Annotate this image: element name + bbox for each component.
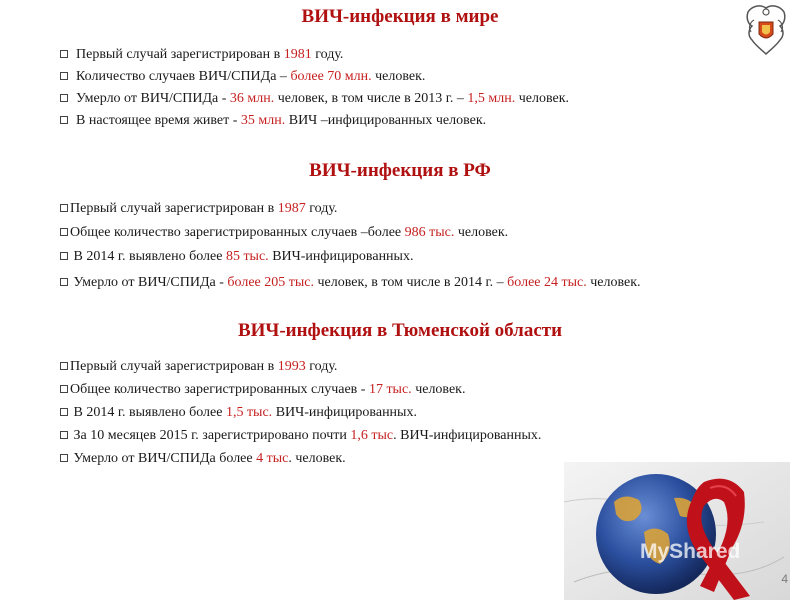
checkbox-bullet-icon: [60, 72, 68, 80]
heading-world: ВИЧ-инфекция в мире: [301, 6, 499, 27]
list-item: В 2014 г. выявлено более 85 тыс. ВИЧ-инфицированных.: [60, 248, 726, 266]
checkbox-bullet-icon: [60, 362, 68, 370]
list-item: Общее количество зарегистрированных случаев –более 986 тыс. человек.: [60, 224, 726, 242]
list-item: Первый случай зарегистрирован в 1987 году.: [60, 200, 726, 218]
checkbox-bullet-icon: [60, 454, 68, 462]
list-item: За 10 месяцев 2015 г. зарегистрировано почти 1,6 тыс. ВИЧ-инфицированных.: [60, 427, 541, 445]
heading-rf: ВИЧ-инфекция в РФ: [309, 160, 491, 181]
checkbox-bullet-icon: [60, 408, 68, 416]
page-number: 4: [781, 572, 788, 586]
list-item: Первый случай зарегистрирован в 1993 году.: [60, 358, 541, 376]
checkbox-bullet-icon: [60, 228, 68, 236]
watermark: MyShared: [640, 540, 741, 563]
checkbox-bullet-icon: [60, 252, 68, 260]
rf-list: [60, 200, 726, 293]
checkbox-bullet-icon: [60, 50, 68, 58]
checkbox-bullet-icon: [60, 385, 68, 393]
list-item: Общее количество зарегистрированных случаев - 17 тыс. человек.: [60, 381, 541, 399]
list-item: Умерло от ВИЧ/СПИДа - более 205 тыс. человек, в том числе в 2014 г. – более 24 тыс. человек.: [60, 272, 726, 293]
list-item: В настоящее время живет - 35 млн. ВИЧ –инфицированных человек.: [60, 112, 569, 130]
list-item: В 2014 г. выявлено более 1,5 тыс. ВИЧ-инфицированных.: [60, 404, 541, 422]
tyumen-list: [60, 358, 541, 468]
world-list: [60, 46, 569, 130]
list-item: Количество случаев ВИЧ/СПИДа – более 70 млн. человек.: [60, 68, 569, 86]
list-item: Умерло от ВИЧ/СПИДа - 36 млн. человек, в том числе в 2013 г. – 1,5 млн. человек.: [60, 90, 569, 108]
list-item: Умерло от ВИЧ/СПИДа более 4 тыс. человек.: [60, 450, 541, 468]
heading-tyumen: ВИЧ-инфекция в Тюменской области: [237, 320, 563, 341]
checkbox-bullet-icon: [60, 431, 68, 439]
checkbox-bullet-icon: [60, 278, 68, 286]
checkbox-bullet-icon: [60, 116, 68, 124]
list-item: Первый случай зарегистрирован в 1981 году.: [60, 46, 569, 64]
checkbox-bullet-icon: [60, 204, 68, 212]
checkbox-bullet-icon: [60, 94, 68, 102]
globe-with-red-ribbon-icon: [564, 462, 790, 600]
